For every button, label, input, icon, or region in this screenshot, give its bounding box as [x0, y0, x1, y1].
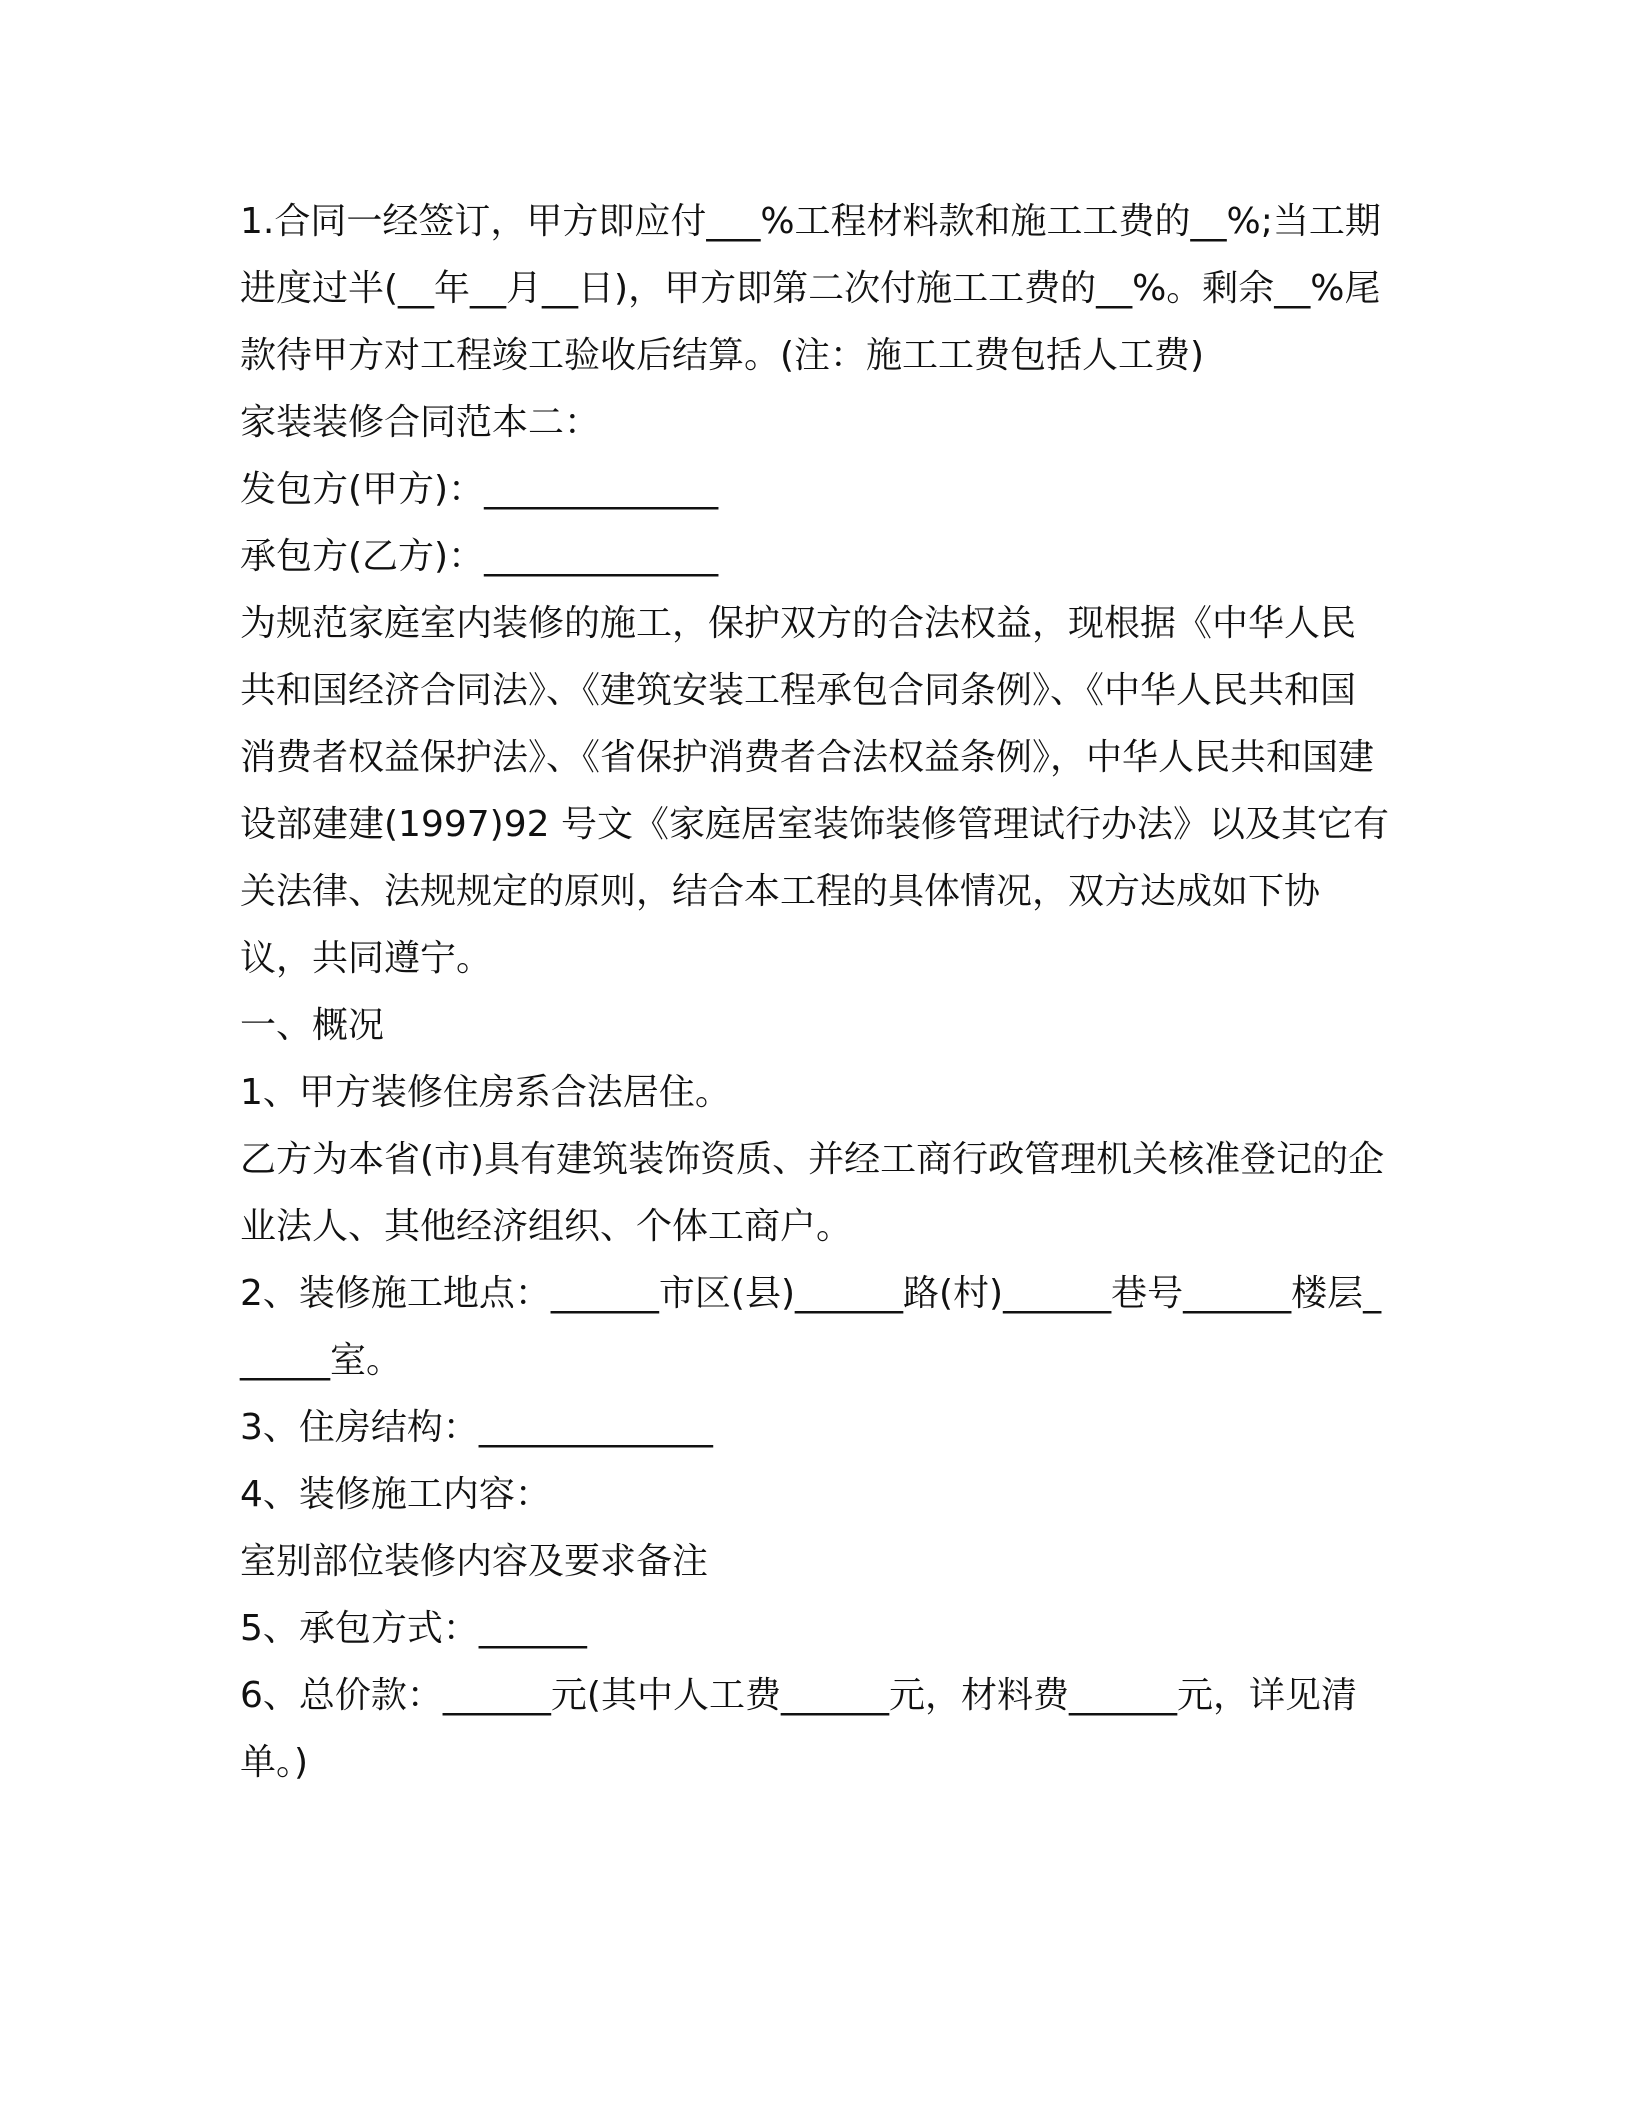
party-a-line: 发包方(甲方)：_____________	[240, 469, 719, 510]
clause-1: 1、甲方装修住房系合法居住。	[240, 1072, 731, 1113]
payment-terms-paragraph: 1.合同一经签订，甲方即应付___%工程材料款和施工工费的__%;当工期进度过半(__年__月__日)，甲方即第二次付施工工费的__%。剩余__%尾款待甲方对工程竣工验收后结算。(注：施工工费包括人工费)	[240, 201, 1381, 376]
clause-2-location: 2、装修施工地点：______市区(县)______路(村)______巷号______楼层______室。	[240, 1273, 1382, 1381]
section-heading-overview: 一、概况	[240, 1005, 385, 1046]
clause-5-contract-method: 5、承包方式：______	[240, 1608, 587, 1649]
document-body	[240, 188, 1390, 1796]
content-table-header: 室别部位装修内容及要求备注	[240, 1541, 709, 1582]
party-b-line: 承包方(乙方)：_____________	[240, 536, 719, 577]
party-b-qualification: 乙方为本省(市)具有建筑装饰资质、并经工商行政管理机关核准登记的企业法人、其他经济组织、个体工商户。	[240, 1139, 1385, 1247]
preamble-paragraph: 为规范家庭室内装修的施工，保护双方的合法权益，现根据《中华人民共和国经济合同法》、《建筑安装工程承包合同条例》、《中华人民共和国消费者权益保护法》、《省保护消费者合法权益条例》，中华人民共和国建设部建建(1997)92 号文《家庭居室装饰装修管理试行办法》以及其它有关法律、法规规定的原则，结合本工程的具体情况，双方达成如下协议，共同遵宁。	[240, 603, 1389, 979]
clause-6-total-price: 6、总价款：______元(其中人工费______元，材料费______元，详见清单。)	[240, 1675, 1357, 1783]
contract-template-heading: 家装装修合同范本二：	[240, 402, 601, 443]
clause-3-structure: 3、住房结构：_____________	[240, 1407, 713, 1448]
clause-4-content: 4、装修施工内容：	[240, 1474, 551, 1515]
